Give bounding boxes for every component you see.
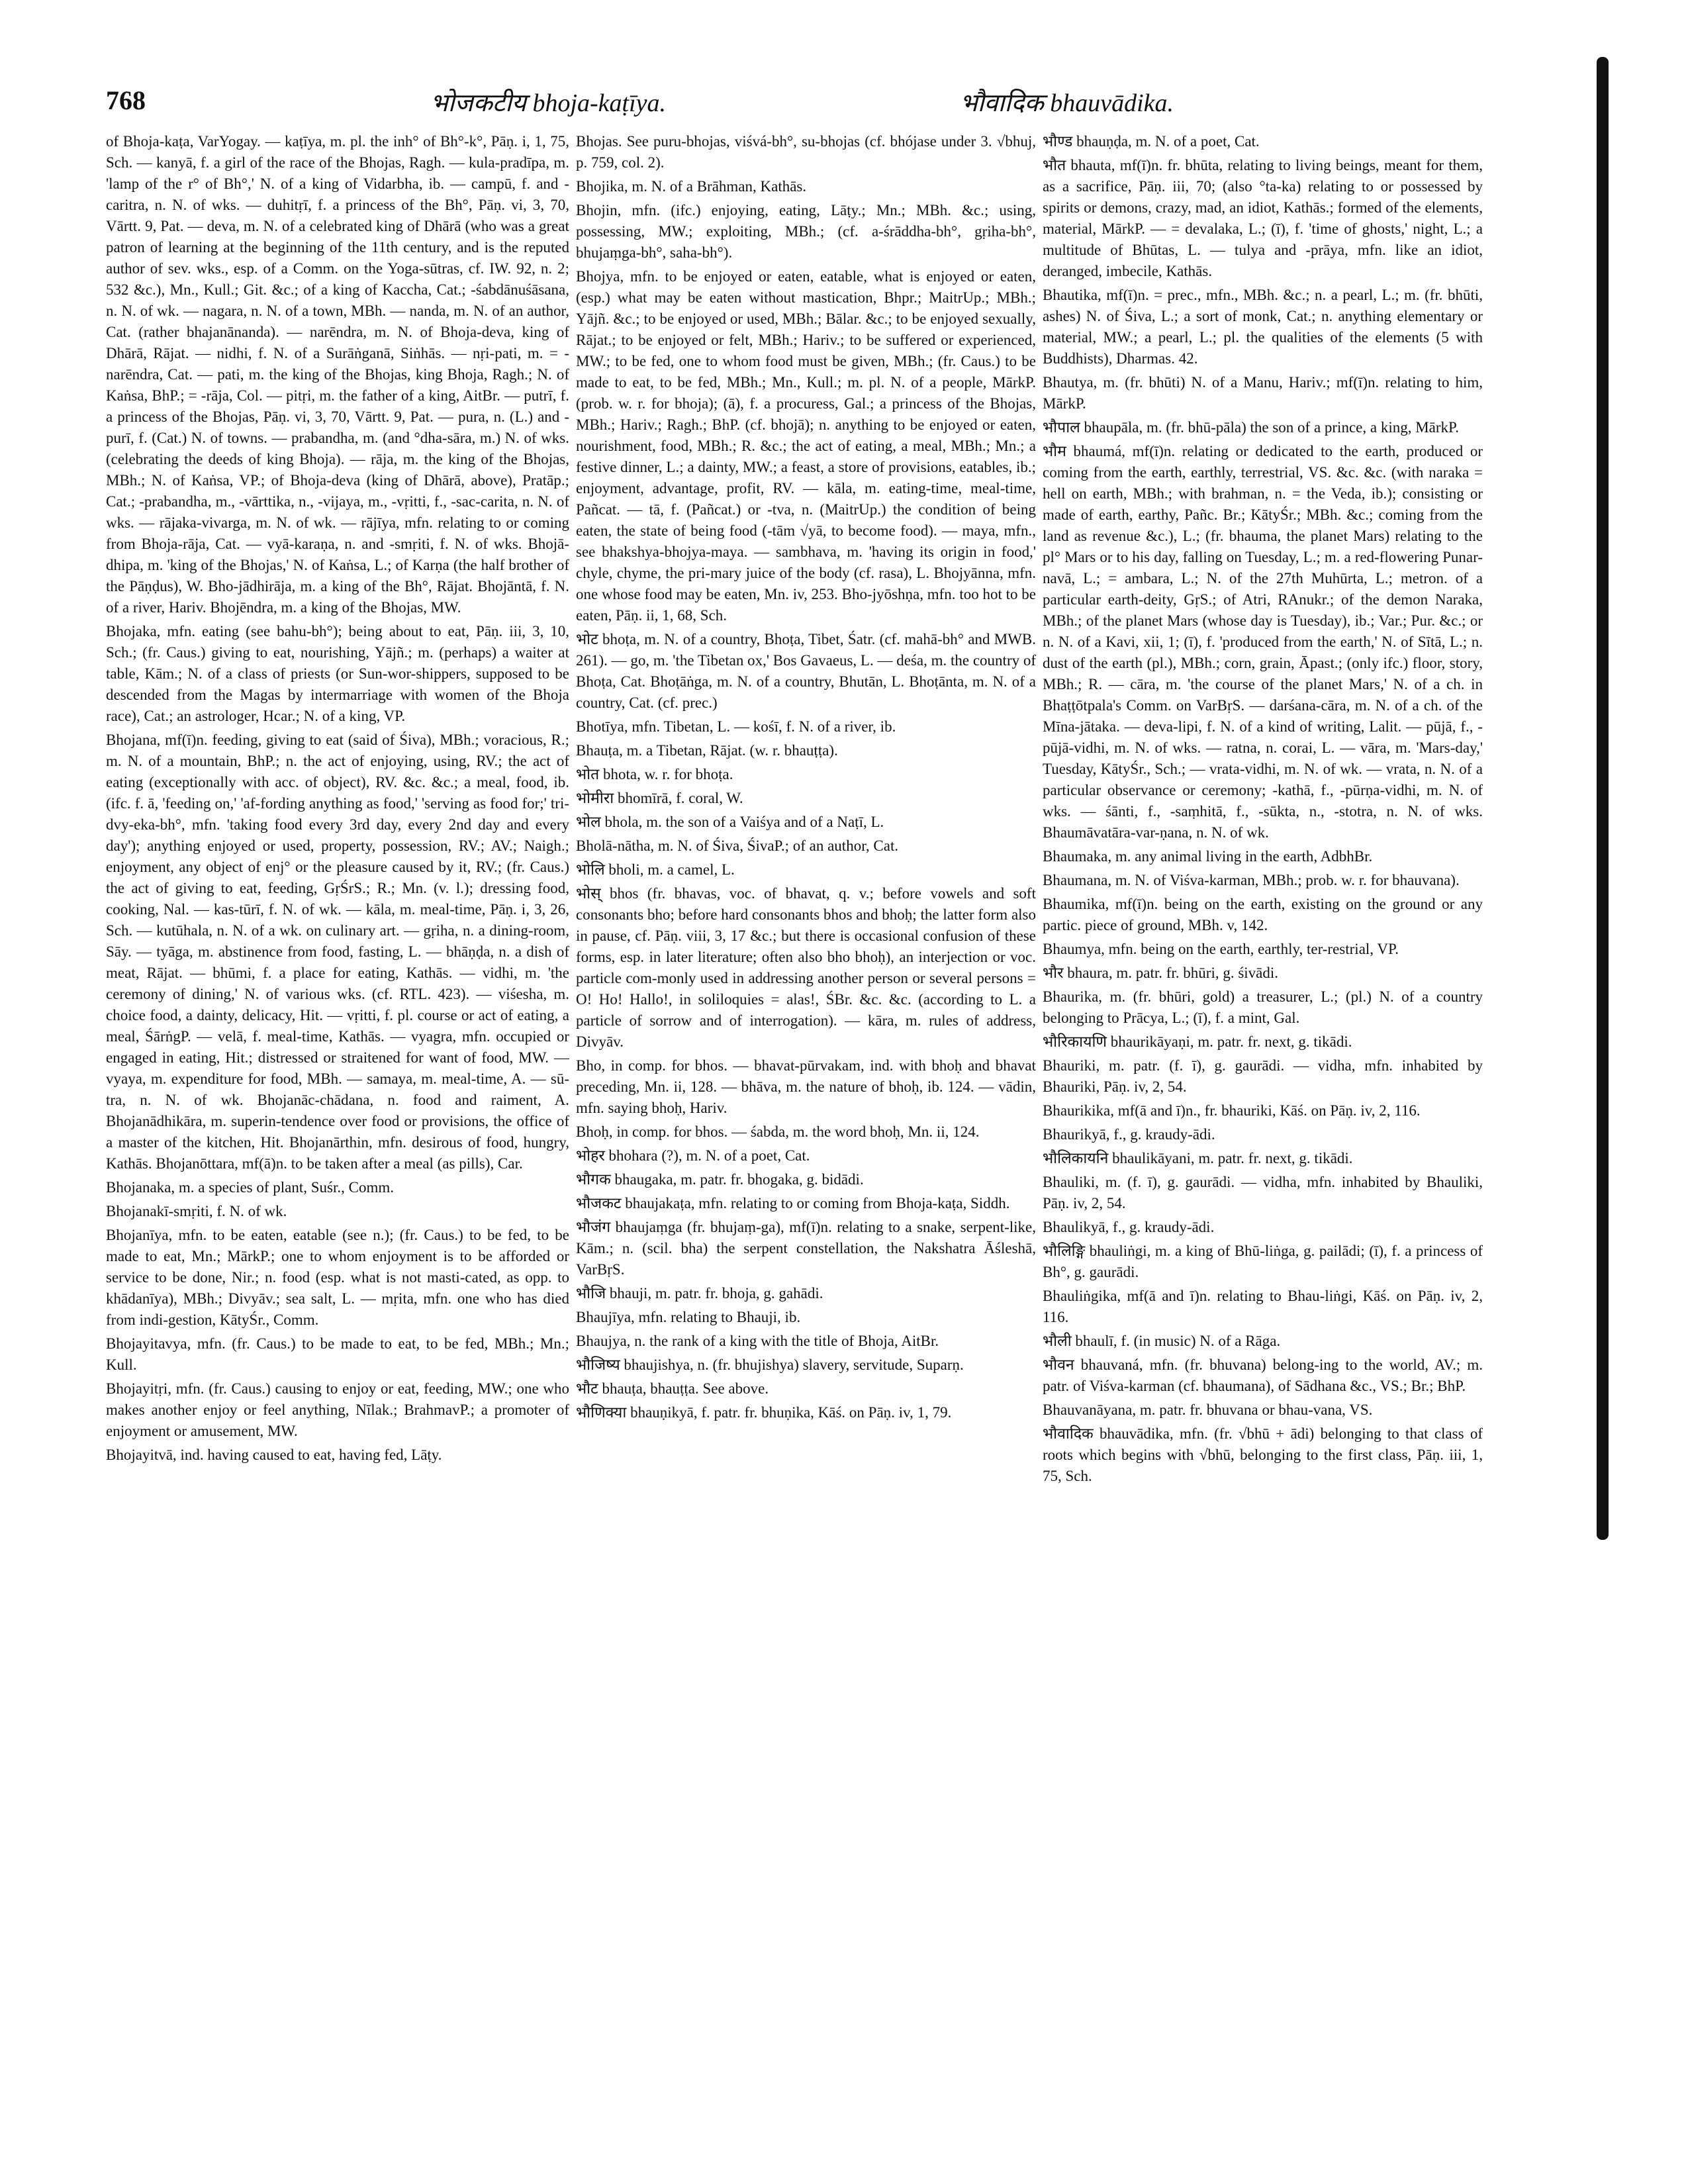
page-edge-mark bbox=[1597, 57, 1609, 1540]
dictionary-entry: भोस् bhos (fr. bhavas, voc. of bhavat, q. v.; before vowels and soft consonants bho; before hard consonants bhos and bhoḥ; the latter form also in pause, cf. Pāṇ. viii, 3, 17 &c.; but there is occasional confusion of these forms, esp. in later literature; often also bho bhoḥ), an interjection or voc. particle com-monly used in addressing another person or several persons = O! Ho! Hallo!, in soliloquies = alas!, ŚBr. &c. &c. (according to L. a particle of sorrow and of interrogation). — kāra, m. rules of address, Divyāv. bbox=[576, 885, 1036, 1050]
dictionary-entry: भौरिकायणि bhaurikāyaṇi, m. patr. fr. next, g. tikādi. bbox=[1043, 1033, 1352, 1050]
dictionary-entry: Bho, in comp. for bhos. — bhavat-pūrvakam, ind. with bhoḥ and bhavat preceding, Mn. ii, 128. — bhāva, m. the nature of bhoḥ, ib. 124. — vādin, mfn. saying bhoḥ, Hariv. bbox=[576, 1057, 1036, 1116]
dictionary-entry: भौजंग bhaujaṃga (fr. bhujaṃ-ga), mf(ī)n. relating to a snake, serpent-like, Kām.; n. (scil. bha) the serpent constellation, the Nakshatra Āśleshā, VarBṛS. bbox=[576, 1219, 1036, 1278]
dictionary-entry: भौलिङ्गि bhauliṅgi, m. a king of Bhū-liṅga, g. pailādi; (ī), f. a princess of Bh°, g. gaurādi. bbox=[1043, 1243, 1483, 1280]
dictionary-entry: Bhojin, mfn. (ifc.) enjoying, eating, Lāṭy.; Mn.; MBh. &c.; using, possessing, MW.; exploiting, MBh.; (cf. a-śrāddha-bh°, gṛiha-bh°, bhujaṃga-bh°, saha-bh°). bbox=[576, 202, 1036, 261]
dictionary-entry: भौपाल bhaupāla, m. (fr. bhū-pāla) the son of a prince, a king, MārkP. bbox=[1043, 419, 1460, 436]
column-3 bbox=[1043, 131, 1483, 2064]
dictionary-entry: भौली bhaulī, f. (in music) N. of a Rāga. bbox=[1043, 1333, 1281, 1349]
dictionary-entry: Bhauvanāyana, m. patr. fr. bhuvana or bhau-vana, VS. bbox=[1043, 1401, 1373, 1418]
dictionary-entry: Bhojayitṛi, mfn. (fr. Caus.) causing to enjoy or eat, feeding, MW.; one who makes another enjoy or feel anything, Nīlak.; BrahmavP.; a promoter of enjoyment or amusement, MW. bbox=[106, 1380, 569, 1439]
column-2 bbox=[576, 131, 1036, 2071]
dictionary-entry: भौत bhauta, mf(ī)n. fr. bhūta, relating to living beings, meant for them, as a sacrifice, Pāṇ. iii, 70; (also °ta-ka) relating to or possessed by spirits or demons, crazy, mad, an idiot, Kathās.; formed of the elements, material, MārkP. — = devalaka, L.; (ī), f. 'time of ghosts,' night, L.; a multitude of Bhūtas, L. — tulya and -prāya, mfn. like an idiot, deranged, imbecile, Kathās. bbox=[1043, 157, 1483, 279]
dictionary-entry: Bhojika, m. N. of a Brāhman, Kathās. bbox=[576, 178, 807, 195]
dictionary-entry: भौजि bhauji, m. patr. fr. bhoja, g. gahādi. bbox=[576, 1285, 823, 1302]
dictionary-entry: भौवन bhauvaná, mfn. (fr. bhuvana) belong-ing to the world, AV.; m. patr. of Viśva-karman (cf. bhaumana), of Sādhana &c., VS.; Br.; BhP. bbox=[1043, 1356, 1483, 1394]
right-running-head: भौवादिक bhauvādika. bbox=[960, 89, 1174, 117]
dictionary-entry: भोहर bhohara (?), m. N. of a poet, Cat. bbox=[576, 1147, 810, 1164]
dictionary-entry: भौर bhaura, m. patr. fr. bhūri, g. śivādi. bbox=[1043, 965, 1279, 981]
dictionary-entry: Bhojana, mf(ī)n. feeding, giving to eat (said of Śiva), MBh.; voracious, R.; m. N. of a mountain, BhP.; n. the act of enjoying, using, RV.; the act of eating (exceptionally with acc. of object), RV. &c. &c.; a meal, food, ib. (ifc. f. ā, 'feeding on,' 'af-fording anything as food,' 'serving as food for;' tri-dvy-eka-bh°, mfn. 'taking food every 3rd day, every 2nd day and every day'); anything enjoyed or used, property, possession, RV.; AV.; Naigh.; enjoyment, any object of enj° or the pleasure caused by it, RV.; (fr. Caus.) the act of giving to eat, feeding, GṛŚrS.; R.; Mn. (v. l.); dressing food, cooking, Nal. — kas-tūrī, f. N. of wk. — kāla, m. meal-time, Pāṇ. i, 3, 26, Sch. — kutūhala, n. N. of a wk. on culinary art. — gṛiha, n. a dining-room, Sāy. — tyāga, m. abstinence from food, fasting, L. — bhāṇḍa, n. a dish of meat, Rājat. — bhūmi, f. a place for eating, Kathās. — vidhi, m. 'the ceremony of dining,' N. of various wks. (cf. RTL. 423). — viśesha, m. choice food, a dainty, delicacy, Hit. — vṛitti, f. pl. course or act of eating, a meal, ŚārṅgP. — velā, f. meal-time, Kathās. — vyagra, mfn. occupied or engaged in eating, Hit.; distressed or straitened for want of food, MW. — vyaya, m. expenditure for food, MBh. — samaya, m. meal-time, A. — sū-tra, n. N. of wk. Bhojanāc-chādana, n. food and raiment, A. Bhojanādhikāra, m. superin-tendence over food or provisions, the office of a master of the kitchen, Hit. Bhojanārthin, mfn. desirous of food, hungry, Kathās. Bhojanōttara, mf(ā)n. to be taken after a meal (as pills), Car. bbox=[106, 732, 569, 1172]
dictionary-entry: भोत bhota, w. r. for bhoṭa. bbox=[576, 766, 733, 783]
dictionary-entry: भौण्ड bhauṇḍa, m. N. of a poet, Cat. bbox=[1043, 133, 1260, 150]
dictionary-entry: भौवादिक bhauvādika, mfn. (fr. √bhū + ādi) belonging to that class of roots which begins with √bhū, belonging to the first class, Pāṇ. iii, 1, 75, Sch. bbox=[1043, 1425, 1483, 1484]
dictionary-entry: भोलि bholi, m. a camel, L. bbox=[576, 861, 735, 878]
dictionary-entry: Bhojanakī-smṛiti, f. N. of wk. bbox=[106, 1203, 287, 1219]
dictionary-entry: Bhaumana, m. N. of Viśva-karman, MBh.; prob. w. r. for bhauvana). bbox=[1043, 872, 1460, 888]
dictionary-entry: Bhaulikyā, f., g. kraudy-ādi. bbox=[1043, 1219, 1215, 1235]
dictionary-entry: भौजकट bhaujakaṭa, mfn. relating to or coming from Bhoja-kaṭa, Siddh. bbox=[576, 1195, 1010, 1211]
dictionary-entry: Bhaumaka, m. any animal living in the earth, AdbhBr. bbox=[1043, 848, 1373, 865]
dictionary-entry: Bhojayitavya, mfn. (fr. Caus.) to be made to eat, to be fed, MBh.; Mn.; Kull. bbox=[106, 1335, 569, 1373]
dictionary-entry: Bhauliki, m. (f. ī), g. gaurādi. — vidha, mfn. inhabited by Bhauliki, Pāṇ. iv, 2, 54. bbox=[1043, 1174, 1483, 1211]
dictionary-entry: भौम bhaumá, mf(ī)n. relating or dedicated to the earth, produced or coming from the earth, earthly, terrestrial, VS. &c. &c. (with naraka = hell on earth, MBh.; with brahman, n. = the Veda, ib.); consisting or made of earth, earthy, Pañc. Br.; KātyŚr.; MBh. &c.; coming from the land as revenue &c.), L.; (fr. bhauma, the planet Mars) relating to the pl° Mars or to his day, falling on Tuesday, L.; m. a red-flowering Punar-navā, L.; = ambara, L.; N. of the 27th Muhūrta, L.; metron. of a particular earth-deity, GṛS.; of Atri, RAnukr.; of the demon Naraka, MBh.; of the planet Mars (whose day is Tuesday), ib.; Var.; Pur. &c.; or n. N. of a Kavi, xii, 1; (ī), f. 'produced from the earth,' N. of Sītā, L.; n. dust of the earth (pl.), MBh.; corn, grain, Āpast.; (only ifc.) floor, story, MBh.; R. — cāra, m. 'the course of the planet Mars,' N. of a ch. in Bhaṭṭōtpala's Comm. on VarBṛS. — darśana-cāra, m. N. of a ch. of the Mīna-jātaka. — deva-lipi, f. N. of a kind of writing, Lalit. — pūjā, f., -pūjā-vidhi, m. N. of wks. — ratna, n. corai, L. — vāra, m. 'Mars-day,' Tuesday, KātyŚr., Sch.; — vrata-vidhi, m. N. of wk. — vrata, n. N. of a particular observance or ceremony; -kathā, f., -pūrṇa-vidhi, m. N. of wks. — śānti, f., -saṃhitā, f., -sūkta, n., -stotra, n. N. of wks. Bhaumāvatāra-var-ṇana, n. N. of wk. bbox=[1043, 443, 1483, 841]
dictionary-entry: Bhaurika, m. (fr. bhūri, gold) a treasurer, L.; (pl.) N. of a country belonging to Prācya, L.; (ī), f. a mint, Gal. bbox=[1043, 988, 1483, 1026]
dictionary-entry: Bhaumya, mfn. being on the earth, earthly, ter-restrial, VP. bbox=[1043, 941, 1399, 957]
dictionary-entry: Bhojanīya, mfn. to be eaten, eatable (see n.); (fr. Caus.) to be fed, to be made to eat, Mn.; MārkP.; one to whom enjoyment is to be afforded or service to be done, Nir.; n. food (esp. what is not masti-cated, as opp. to khādanīya), MBh.; Divyāv.; sea salt, L. — mṛita, mfn. one who has died from indi-gestion, KātyŚr., Comm. bbox=[106, 1227, 569, 1328]
dictionary-entry: Bhotīya, mfn. Tibetan, L. — kośī, f. N. of a river, ib. bbox=[576, 718, 896, 735]
dictionary-entry: Bhojaka, mfn. eating (see bahu-bh°); being about to eat, Pāṇ. iii, 3, 10, Sch.; (fr. Caus.) giving to eat, nourishing, Yājñ.; m. (perhaps) a waiter at table, Kām.; N. of a class of priests (or Sun-wor-shippers, supposed to be descended from the Magas by intermarriage with women of the Bhoja race), Cat.; an astrologer, Hcar.; N. of a king, VP. bbox=[106, 623, 569, 724]
page-header bbox=[106, 85, 1582, 124]
page-number: 768 bbox=[106, 85, 146, 115]
dictionary-entry: भौट bhauṭa, bhauṭṭa. See above. bbox=[576, 1380, 769, 1397]
dictionary-entry: Bhaurikika, mf(ā and ī)n., fr. bhauriki, Kāś. on Pāṇ. iv, 2, 116. bbox=[1043, 1102, 1421, 1119]
dictionary-entry: Bhoḥ, in comp. for bhos. — śabda, m. the word bhoḥ, Mn. ii, 124. bbox=[576, 1123, 980, 1140]
dictionary-entry: Bhaurikyā, f., g. kraudy-ādi. bbox=[1043, 1126, 1215, 1143]
dictionary-entry: Bhojas. See puru-bhojas, viśvá-bh°, su-bhojas (cf. bhójase under 3. √bhuj, p. 759, col. 2). bbox=[576, 133, 1036, 171]
dictionary-entry: Bhauṭa, m. a Tibetan, Rājat. (w. r. bhauṭṭa). bbox=[576, 742, 838, 759]
dictionary-entry: Bhaujya, n. the rank of a king with the title of Bhoja, AitBr. bbox=[576, 1333, 939, 1349]
dictionary-entry: Bhaujīya, mfn. relating to Bhauji, ib. bbox=[576, 1309, 801, 1325]
dictionary-entry: Bhojanaka, m. a species of plant, Suśr., Comm. bbox=[106, 1179, 395, 1196]
dictionary-entry: भौगक bhaugaka, m. patr. fr. bhogaka, g. bidādi. bbox=[576, 1171, 864, 1188]
dictionary-entry: Bhautya, m. (fr. bhūti) N. of a Manu, Hariv.; mf(ī)n. relating to him, MārkP. bbox=[1043, 374, 1483, 412]
dictionary-entry: भौणिक्या bhauṇikyā, f. patr. fr. bhuṇika, Kāś. on Pāṇ. iv, 1, 79. bbox=[576, 1404, 952, 1421]
dictionary-entry: Bhauriki, m. patr. (f. ī), g. gaurādi. — vidha, mfn. inhabited by Bhauriki, Pāṇ. iv, 2, 54. bbox=[1043, 1057, 1483, 1095]
dictionary-entry: Bhojya, mfn. to be enjoyed or eaten, eatable, what is enjoyed or eaten, (esp.) what may be eaten without mastication, Bhpr.; MaitrUp.; MBh.; Yājñ. &c.; to be enjoyed or used, MBh.; Bālar. &c.; to be enjoyed sexually, Rājat.; to be enjoyed or felt, MBh.; Hariv.; to be suffered or experienced, MW.; to be fed, one to whom food must be given, MBh.; (fr. Caus.) to be made to eat, to be fed, MBh.; Mn., Kull.; m. pl. N. of a people, MārkP. (prob. w. r. for bhoja); (ā), f. a procuress, Gal.; a princess of the Bhojas, MBh.; Hariv.; Ragh.; BhP. (cf. bhojā); n. anything to be enjoyed or eaten, nourishment, food, MBh.; R. &c.; the act of eating, a meal, MBh.; Mn.; a festive dinner, L.; a dainty, MW.; a feast, a store of provisions, eatables, ib.; enjoyment, advantage, profit, RV. — kāla, m. eating-time, meal-time, Pañcat. — tā, f. (Pañcat.) or -tva, n. (MaitrUp.) the condition of being eaten, the state of being food (-tām √yā, to become food). — maya, mfn., see bhakshya-bhojya-maya. — sambhava, m. 'having its origin in food,' chyle, chyme, the pri-mary juice of the body (cf. rasa), L. Bhojyānna, mfn. one whose food may be eaten, Mn. iv, 253. Bho-jyōshṇa, mfn. too hot to be eaten, Pāṇ. ii, 1, 68, Sch. bbox=[576, 268, 1036, 624]
dictionary-entry: भोट bhoṭa, m. N. of a country, Bhoṭa, Tibet, Śatr. (cf. mahā-bh° and MWB. 261). — go, m. 'the Tibetan ox,' Bos Gavaeus, L. — deśa, m. the country of Bhoṭa, Cat. Bhoṭāṅga, m. N. of a country, Bhutān, L. Bhoṭānta, m. N. of a country, Cat. (cf. prec.) bbox=[576, 631, 1036, 711]
dictionary-entry: भोमीरा bhomīrā, f. coral, W. bbox=[576, 790, 743, 806]
column-1 bbox=[106, 131, 569, 2064]
dictionary-entry: of Bhoja-kaṭa, VarYogay. — kaṭīya, m. pl. the inh° of Bh°-k°, Pāṇ. i, 1, 75, Sch. — kanyā, f. a girl of the race of the Bhojas, Ragh. — kula-pradīpa, m. 'lamp of the r° of Bh°,' N. of a king of Vidarbha, ib. — campū, f. and -caritra, n. N. of wks. — duhitṛī, f. a princess of the Bh°, Pāṇ. vi, 3, 70, Vārtt. 9, Pat. — deva, m. N. of a celebrated king of Dhārā (who was a great patron of learning at the beginning of the 11th century, and is the reputed author of sev. wks., esp. of a Comm. on the Yoga-sūtras, cf. IW. 92, n. 2; 532 &c.), Mn., Kull.; Git. &c.; of a king of Kaccha, Cat.; -śabdānuśāsana, n. N. of wk. — nagara, n. N. of a town, MBh. — nanda, m. N. of an author, Cat. (rather bhajanānanda). — narēndra, m. N. of Bhoja-deva, king of Dhārā, Rājat. — nidhi, f. N. of a Surāṅganā, Siṅhās. — nṛi-pati, m. = -narēndra, Cat. — pati, m. the king of the Bhojas, king Bhoja, Ragh.; N. of Kaṅsa, BhP.; = -rāja, Col. — pitṛi, m. the father of a king, AitBr. — putrī, f. a princess of the Bhojas, Pāṇ. vi, 3, 70, Vārtt. 9, Pat. — pura, n. (L.) and -purī, f. (Cat.) N. of towns. — prabandha, m. (and °dha-sāra, m.) N. of wks. (celebrating the deeds of king Bhoja). — rāja, m. the king of the Bhojas, MBh.; N. of Kaṅsa, VP.; of Bhoja-deva (king of Dhārā, above), Pratāp.; Cat.; -prabandha, m., -vārttika, n., -vijaya, m., -vṛitti, f., -sac-carita, n. N. of wks. — rājaka-vivarga, m. N. of wk. — rājīya, mfn. relating to or coming from Bhoja-rāja, Cat. — vyā-karaṇa, n. and -smṛiti, f. N. of wks. Bhojā-dhipa, m. 'king of the Bhojas,' N. of Kaṅsa, L.; of Karṇa (the half brother of the Pāṇḍus), W. Bho-jādhirāja, m. a king of the Bh°, Rājat. Bhojāntā, f. N. of a river, Hariv. Bhojēndra, m. a king of the Bhojas, MW. bbox=[106, 133, 569, 616]
dictionary-entry: Bhautika, mf(ī)n. = prec., mfn., MBh. &c.; n. a pearl, L.; m. (fr. bhūti, ashes) N. of Śiva, L.; a sort of monk, Cat.; n. anything elementary or material, MW.; a pearl, L.; pl. the qualities of the elements (5 with Buddhists), Dharmas. 42. bbox=[1043, 287, 1483, 367]
dictionary-entry: Bhauliṅgika, mf(ā and ī)n. relating to Bhau-liṅgi, Kāś. on Pāṇ. iv, 2, 116. bbox=[1043, 1288, 1483, 1325]
dictionary-entry: Bhaumika, mf(ī)n. being on the earth, existing on the ground or any partic. piece of ground, MBh. v, 142. bbox=[1043, 896, 1483, 933]
dictionary-entry: Bhojayitvā, ind. having caused to eat, having fed, Lāṭy. bbox=[106, 1447, 442, 1463]
dictionary-entry: Bholā-nātha, m. N. of Śiva, ŚivaP.; of an author, Cat. bbox=[576, 837, 899, 854]
left-running-head: भोजकटीय bhoja-kaṭīya. bbox=[430, 89, 667, 117]
dictionary-entry: भोल bhola, m. the son of a Vaiśya and of a Naṭī, L. bbox=[576, 814, 884, 830]
dictionary-entry: भौलिकायनि bhaulikāyani, m. patr. fr. next, g. tikādi. bbox=[1043, 1150, 1353, 1166]
dictionary-entry: भौजिष्य bhaujishya, n. (fr. bhujishya) slavery, servitude, Suparṇ. bbox=[576, 1356, 964, 1373]
